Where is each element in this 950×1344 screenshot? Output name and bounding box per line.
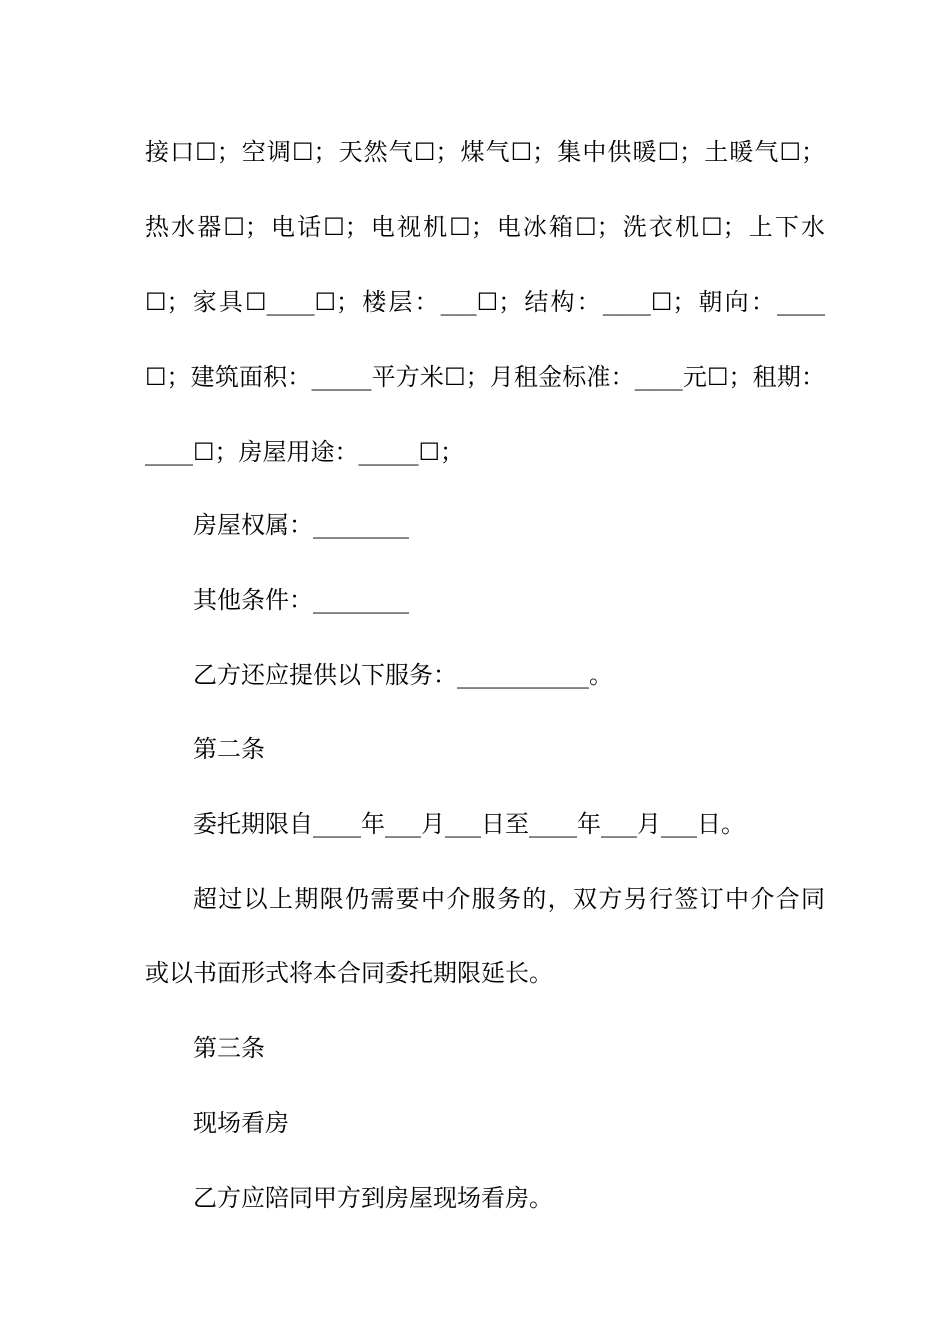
article-three-heading: 第三条	[193, 1034, 265, 1062]
facility-line-4: ☐；建筑面积：_____平方米☐；月租金标准：____元☐；租期：	[145, 363, 825, 391]
site-visit-heading: 现场看房	[193, 1109, 289, 1137]
article-two-heading: 第二条	[193, 735, 265, 763]
other-conditions-line: 其他条件：________	[193, 586, 409, 614]
extra-services-line: 乙方还应提供以下服务：___________。	[193, 661, 613, 689]
facility-line-2: 热水器☐；电话☐；电视机☐；电冰箱☐；洗衣机☐；上下水	[145, 213, 825, 241]
facility-line-5: ____☐；房屋用途：_____☐；	[145, 438, 465, 466]
extension-paragraph-line-2: 或以书面形式将本合同委托期限延长。	[145, 959, 553, 987]
ownership-line: 房屋权属：________	[193, 511, 409, 539]
extension-paragraph-line-1: 超过以上期限仍需要中介服务的，双方另行签订中介合同	[193, 885, 825, 913]
facility-line-1: 接口☐；空调☐；天然气☐；煤气☐；集中供暖☐；土暖气☐；	[145, 138, 825, 166]
entrust-period-line: 委托期限自____年___月___日至____年___月___日。	[193, 810, 745, 838]
site-visit-paragraph: 乙方应陪同甲方到房屋现场看房。	[193, 1184, 553, 1212]
facility-line-3: ☐；家具☐____☐；楼层：___☐；结构：____☐；朝向：____	[145, 288, 825, 316]
